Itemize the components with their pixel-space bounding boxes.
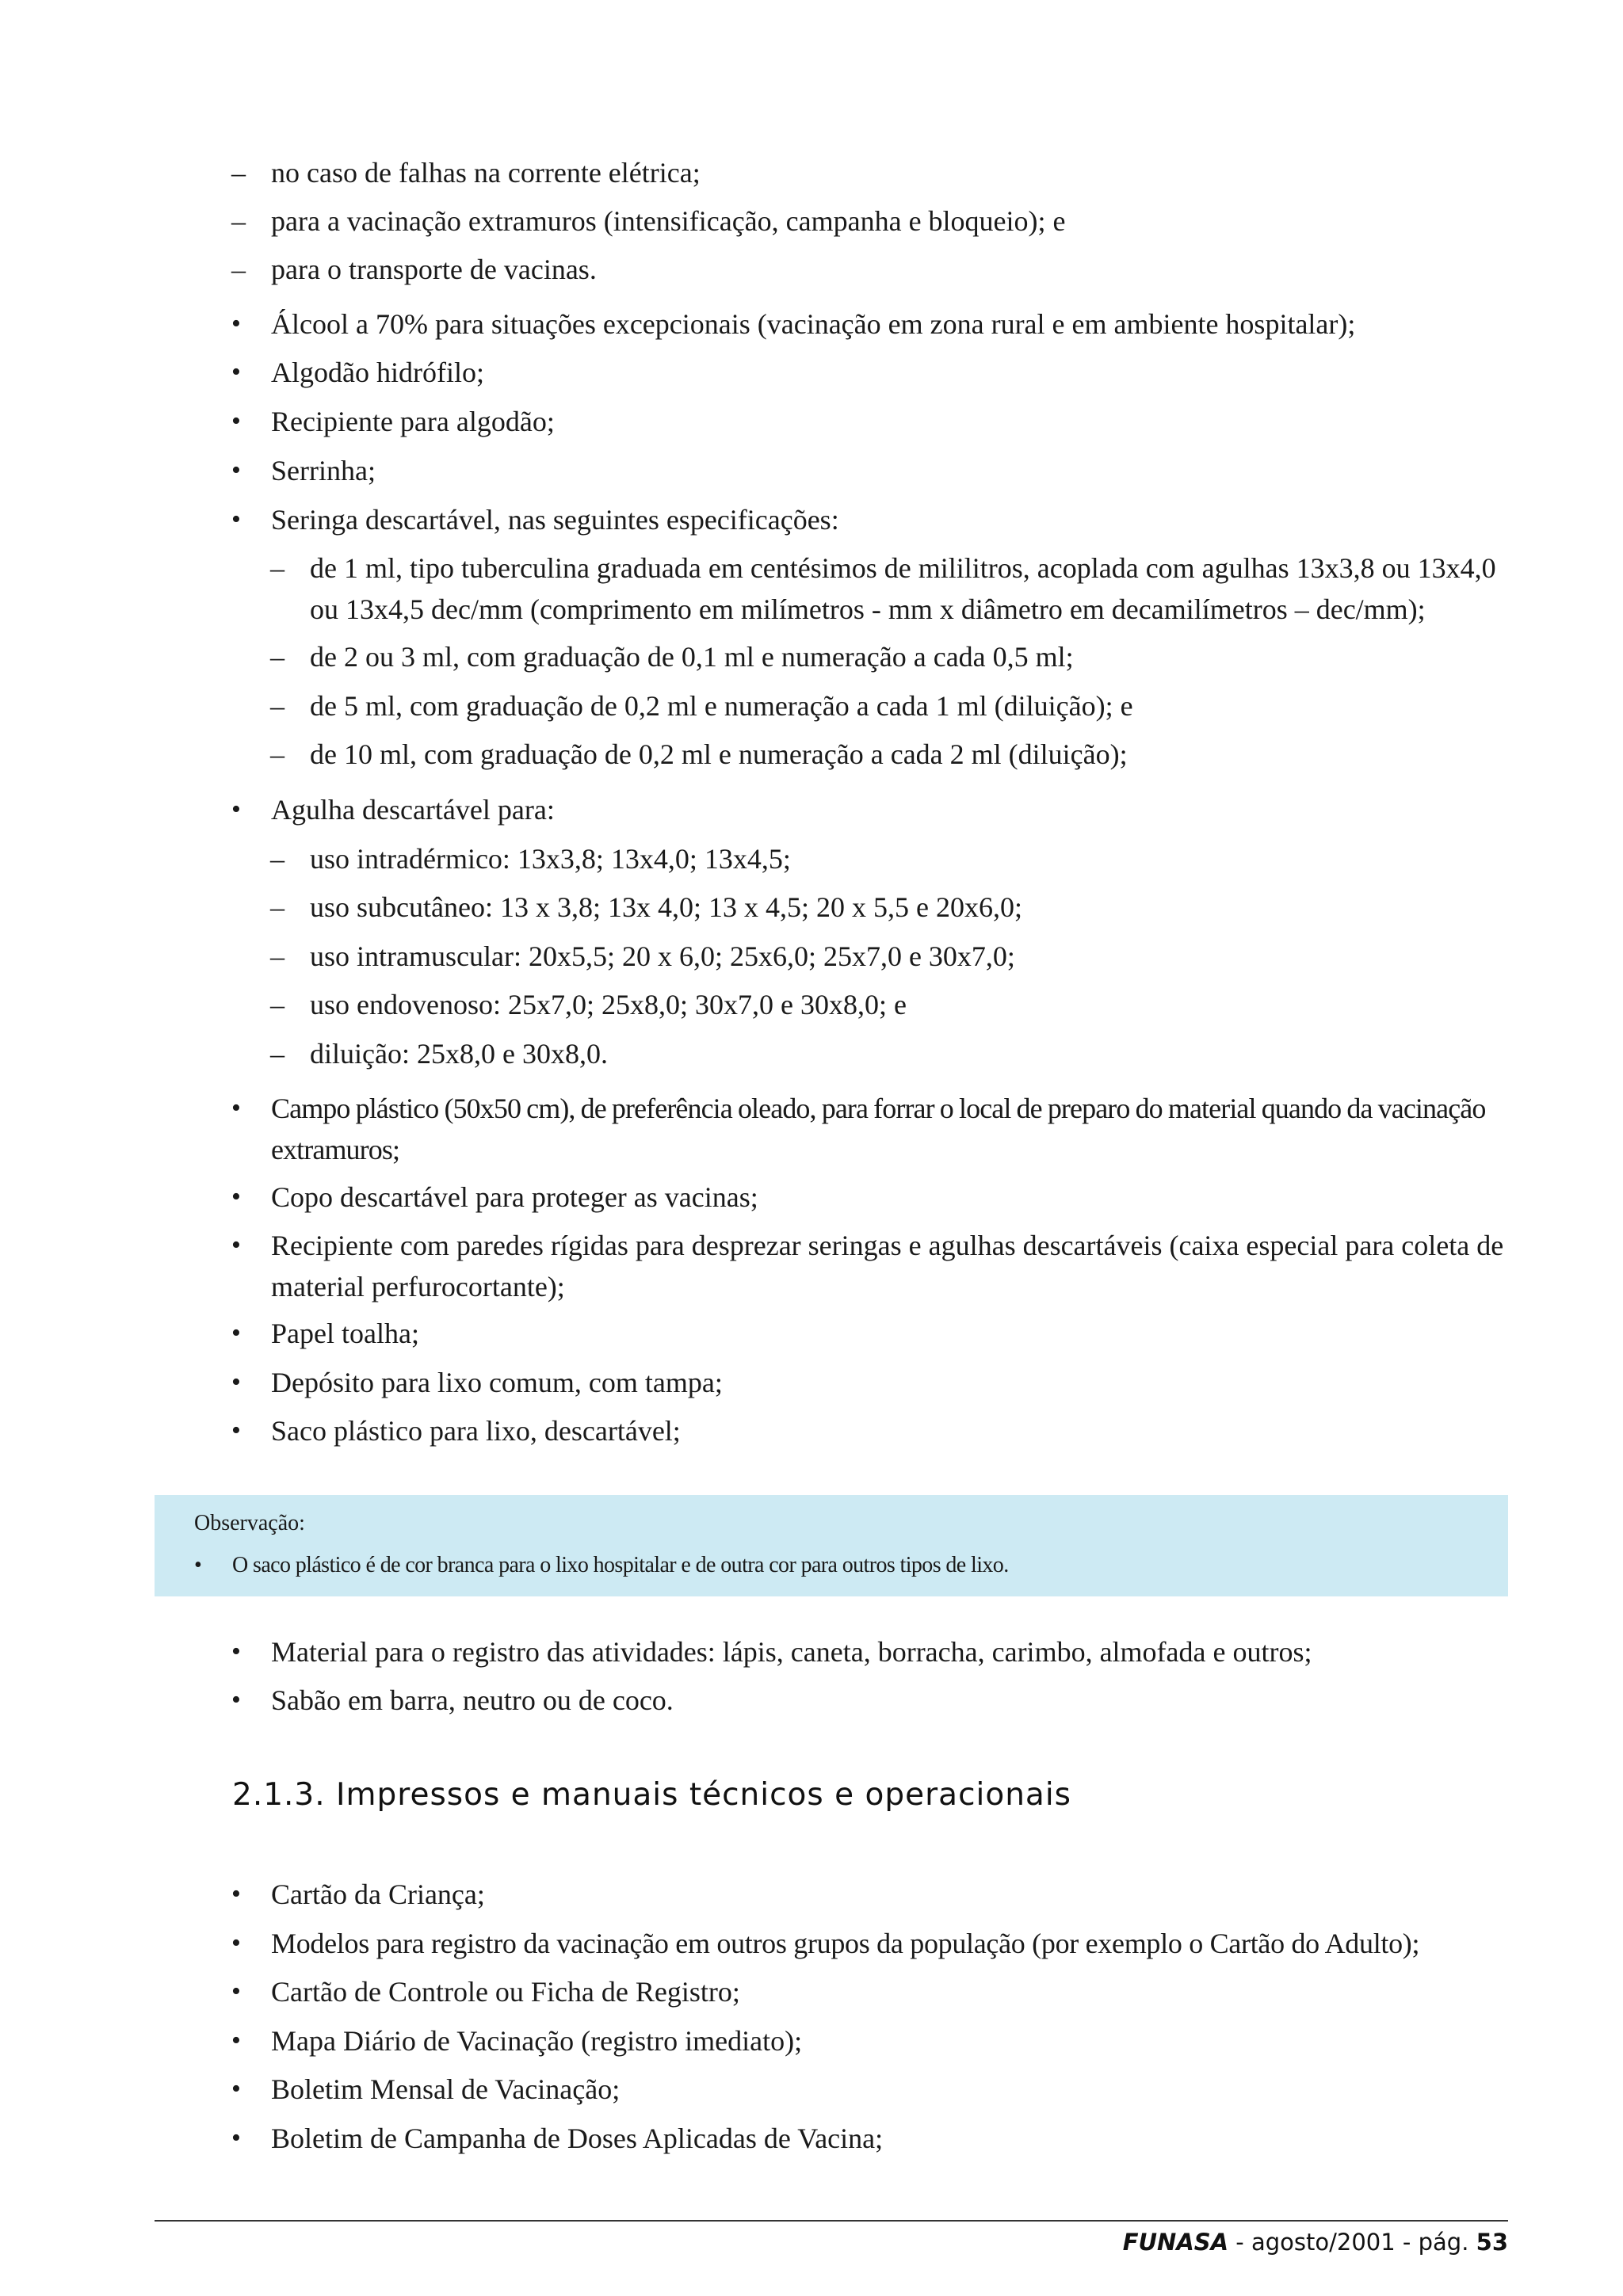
- list-item: • Papel toalha;: [271, 1313, 1507, 1354]
- list-item: – de 2 ou 3 ml, com graduação de 0,1 ml e numeração a cada 0,5 ml;: [310, 636, 1507, 677]
- list-item: • Seringa descartável, nas seguintes especificações:: [271, 499, 1507, 540]
- list-item: • Material para o registro das atividades: lápis, caneta, borracha, carimbo, almofada e outros;: [271, 1631, 1507, 1672]
- list-item: • Saco plástico para lixo, descartável;: [271, 1410, 1507, 1451]
- list-item: • Recipiente com paredes rígidas para desprezar seringas e agulhas descartáveis (caixa especial para coleta de material perfurocortante);: [271, 1225, 1507, 1307]
- list-item: • Agulha descartável para:: [271, 789, 1507, 830]
- list-item: – diluição: 25x8,0 e 30x8,0.: [310, 1033, 1507, 1074]
- bullet-marker: •: [231, 309, 241, 338]
- bullet-marker: •: [194, 1553, 202, 1577]
- list-item: • Cartão da Criança;: [271, 1874, 1507, 1915]
- bullet-marker: •: [231, 1182, 241, 1211]
- dash-marker: –: [270, 940, 285, 972]
- list-item: • Mapa Diário de Vacinação (registro imediato);: [271, 2020, 1507, 2061]
- dash-marker: –: [270, 738, 285, 770]
- bullet-marker: •: [231, 2074, 241, 2103]
- list-item: – no caso de falhas na corrente elétrica;: [271, 152, 1507, 193]
- list-item: • Boletim de Campanha de Doses Aplicadas de Vacina;: [271, 2118, 1507, 2159]
- bullet-marker: •: [231, 406, 241, 436]
- list-item: – de 5 ml, com graduação de 0,2 ml e numeração a cada 1 ml (diluição); e: [310, 685, 1507, 727]
- page-number: 53: [1476, 2229, 1508, 2256]
- bullet-marker: •: [231, 1637, 241, 1666]
- bullet-marker: •: [231, 2123, 241, 2153]
- bullet-marker: •: [231, 1977, 241, 2006]
- observation-title: Observação:: [194, 1511, 305, 1535]
- bullet-marker: •: [231, 357, 241, 387]
- bullet-marker: •: [231, 795, 241, 824]
- bullet-marker: •: [231, 456, 241, 485]
- list-item: • Álcool a 70% para situações excepcionais (vacinação em zona rural e em ambiente hospitalar);: [271, 303, 1507, 345]
- list-item: • Cartão de Controle ou Ficha de Registro;: [271, 1971, 1507, 2012]
- footer-brand: FUNASA: [1122, 2229, 1229, 2256]
- list-item: – de 10 ml, com graduação de 0,2 ml e numeração a cada 2 ml (diluição);: [310, 734, 1507, 775]
- section-heading: 2.1.3. Impressos e manuais técnicos e operacionais: [232, 1777, 1071, 1813]
- bullet-marker: •: [231, 1416, 241, 1445]
- dash-marker: –: [231, 157, 246, 189]
- page-footer: [1123, 2225, 1508, 2260]
- dash-marker: –: [231, 254, 246, 285]
- list-item: • Campo plástico (50x50 cm), de preferência oleado, para forrar o local de preparo do material quando da vacinação extramuros;: [271, 1088, 1507, 1170]
- list-item: • Copo descartável para proteger as vacinas;: [271, 1177, 1507, 1218]
- dash-marker: –: [270, 989, 285, 1020]
- footer-date: - agosto/2001 - pág.: [1228, 2229, 1476, 2256]
- list-item: • Depósito para lixo comum, com tampa;: [271, 1362, 1507, 1403]
- dash-marker: –: [270, 1038, 285, 1070]
- list-item: • Boletim Mensal de Vacinação;: [271, 2069, 1507, 2110]
- list-item: – uso endovenoso: 25x7,0; 25x8,0; 30x7,0 e 30x8,0; e: [310, 984, 1507, 1025]
- bullet-marker: •: [231, 1879, 241, 1909]
- list-item: – de 1 ml, tipo tuberculina graduada em centésimos de mililitros, acoplada com agulhas 13x3,8 ou 13x4,0 ou 13x4,5 dec/mm (comprimento em milímetros - mm x diâmetro em decamilímetros – dec/mm);: [310, 547, 1507, 630]
- list-item: – para o transporte de vacinas.: [271, 249, 1507, 290]
- footer-rule: [155, 2220, 1508, 2222]
- dash-marker: –: [270, 891, 285, 923]
- list-item: • Recipiente para algodão;: [271, 401, 1507, 442]
- bullet-marker: •: [231, 1367, 241, 1397]
- bullet-marker: •: [231, 2026, 241, 2055]
- list-item: • Serrinha;: [271, 450, 1507, 491]
- dash-marker: –: [270, 843, 285, 875]
- dash-marker: –: [231, 205, 246, 237]
- list-item: – uso subcutâneo: 13 x 3,8; 13x 4,0; 13 x 4,5; 20 x 5,5 e 20x6,0;: [310, 887, 1507, 928]
- bullet-marker: •: [231, 505, 241, 534]
- bullet-marker: •: [231, 1318, 241, 1348]
- list-item: – uso intradérmico: 13x3,8; 13x4,0; 13x4,5;: [310, 838, 1507, 879]
- bullet-marker: •: [231, 1230, 241, 1260]
- observation-text: O saco plástico é de cor branca para o lixo hospitalar e de outra cor para outros tipos de lixo.: [232, 1553, 1009, 1577]
- dash-marker: –: [270, 690, 285, 722]
- list-item: – para a vacinação extramuros (intensificação, campanha e bloqueio); e: [271, 200, 1507, 242]
- bullet-marker: •: [231, 1093, 241, 1123]
- list-item: • Sabão em barra, neutro ou de coco.: [271, 1680, 1507, 1721]
- dash-marker: –: [270, 641, 285, 673]
- list-item: • Algodão hidrófilo;: [271, 352, 1507, 393]
- bullet-marker: •: [231, 1928, 241, 1958]
- bullet-marker: •: [231, 1685, 241, 1714]
- list-item: • Modelos para registro da vacinação em outros grupos da população (por exemplo o Cartão do Adulto);: [271, 1923, 1507, 1964]
- dash-marker: –: [270, 552, 285, 584]
- list-item: – uso intramuscular: 20x5,5; 20 x 6,0; 25x6,0; 25x7,0 e 30x7,0;: [310, 936, 1507, 977]
